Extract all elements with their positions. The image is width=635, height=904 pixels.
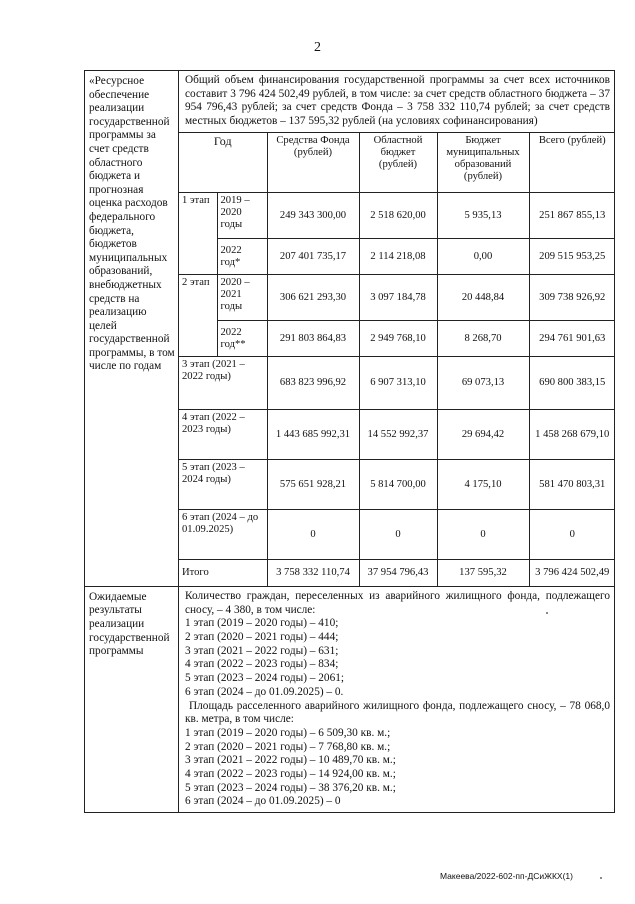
resources-content xyxy=(179,71,615,587)
municipal-cell: 8 268,70 xyxy=(437,321,529,357)
results-label: Ожидаемые результаты реализации государственной программы xyxy=(85,586,179,812)
header-year: Год xyxy=(179,133,267,193)
period-cell: 2022 год** xyxy=(217,321,267,357)
list-item: 1 этап (2019 – 2020 годы) – 6 509,30 кв. м.; xyxy=(185,726,391,739)
table-row xyxy=(179,239,615,275)
table-row xyxy=(179,193,615,239)
municipal-cell: 137 595,32 xyxy=(437,560,529,586)
fund-cell: 3 758 332 110,74 xyxy=(267,560,359,586)
list-item: 2 этап (2020 – 2021 годы) – 444; xyxy=(185,630,339,643)
funding-header-row xyxy=(179,133,615,193)
total-cell: 0 xyxy=(529,510,615,560)
municipal-cell: 0 xyxy=(437,510,529,560)
period-cell: 2020 – 2021 годы xyxy=(217,275,267,321)
table-row xyxy=(179,410,615,460)
page-number: 2 xyxy=(314,40,321,55)
list-item: 4 этап (2022 – 2023 годы) – 14 924,00 кв. м.; xyxy=(185,768,396,781)
resources-section xyxy=(85,71,615,587)
regional-cell: 5 814 700,00 xyxy=(359,460,437,510)
stage-label: 1 этап xyxy=(179,193,217,275)
municipal-cell: 4 175,10 xyxy=(437,460,529,510)
municipal-cell: 20 448,84 xyxy=(437,275,529,321)
totals-label: Итого xyxy=(179,560,267,586)
footer-reference: Макеева/2022-602-пп-ДСиЖКХ(1) xyxy=(440,871,573,881)
resources-label: «Ресурсное обеспечение реализации государственной программы за счет средств областного бюджета и прогнозная оценка расходов федерального бюджета, бюджетов муниципальных образований, внебюджетных средств на реализацию целей государственной программы, в том числе по годам xyxy=(85,71,179,587)
table-row xyxy=(179,357,615,410)
regional-cell: 37 954 796,43 xyxy=(359,560,437,586)
stage-label: 6 этап (2024 – до 01.09.2025) xyxy=(179,510,267,560)
totals-row xyxy=(179,560,615,586)
period-cell: 2019 – 2020 годы xyxy=(217,193,267,239)
table-row xyxy=(179,275,615,321)
municipal-cell: 29 694,42 xyxy=(437,410,529,460)
scan-speck xyxy=(600,877,602,879)
fund-cell: 575 651 928,21 xyxy=(267,460,359,510)
total-cell: 294 761 901,63 xyxy=(529,321,615,357)
municipal-cell: 5 935,13 xyxy=(437,193,529,239)
fund-cell: 207 401 735,17 xyxy=(267,239,359,275)
list-item: 3 этап (2021 – 2022 годы) – 10 489,70 кв. м.; xyxy=(185,754,396,767)
fund-cell: 1 443 685 992,31 xyxy=(267,410,359,460)
fund-cell: 291 803 864,83 xyxy=(267,321,359,357)
list-item: 5 этап (2023 – 2024 годы) – 38 376,20 кв. м.; xyxy=(185,781,396,794)
stage-label: 5 этап (2023 – 2024 годы) xyxy=(179,460,267,510)
scan-speck xyxy=(546,612,548,614)
area-intro: Площадь расселенного аварийного жилищного фонда, подлежащего сносу, – 78 068,0 кв. метра, в том числе: xyxy=(185,699,610,726)
fund-cell: 0 xyxy=(267,510,359,560)
total-cell: 1 458 268 679,10 xyxy=(529,410,615,460)
total-cell: 309 738 926,92 xyxy=(529,275,615,321)
funding-table xyxy=(179,132,615,586)
regional-cell: 0 xyxy=(359,510,437,560)
list-item: 6 этап (2024 – до 01.09.2025) – 0 xyxy=(185,795,341,808)
table-row xyxy=(179,460,615,510)
table-row xyxy=(179,510,615,560)
list-item: 5 этап (2023 – 2024 годы) – 2061; xyxy=(185,672,345,685)
results-content xyxy=(179,586,615,812)
fund-cell: 683 823 996,92 xyxy=(267,357,359,410)
regional-cell: 2 518 620,00 xyxy=(359,193,437,239)
municipal-cell: 0,00 xyxy=(437,239,529,275)
regional-cell: 3 097 184,78 xyxy=(359,275,437,321)
list-item: 3 этап (2021 – 2022 годы) – 631; xyxy=(185,644,339,657)
header-fund: Средства Фонда (рублей) xyxy=(267,133,359,193)
table-row xyxy=(179,321,615,357)
stage-label: 2 этап xyxy=(179,275,217,357)
list-item: 1 этап (2019 – 2020 годы) – 410; xyxy=(185,617,339,630)
header-total: Всего (рублей) xyxy=(529,133,615,193)
period-cell: 2022 год* xyxy=(217,239,267,275)
regional-cell: 14 552 992,37 xyxy=(359,410,437,460)
header-regional: Областной бюджет (рублей) xyxy=(359,133,437,193)
total-cell: 690 800 383,15 xyxy=(529,357,615,410)
program-table xyxy=(84,70,615,813)
stage-label: 3 этап (2021 – 2022 годы) xyxy=(179,357,267,410)
municipal-cell: 69 073,13 xyxy=(437,357,529,410)
regional-cell: 6 907 313,10 xyxy=(359,357,437,410)
regional-cell: 2 949 768,10 xyxy=(359,321,437,357)
results-section xyxy=(85,586,615,812)
fund-cell: 249 343 300,00 xyxy=(267,193,359,239)
list-item: 2 этап (2020 – 2021 годы) – 7 768,80 кв. м.; xyxy=(185,740,391,753)
citizens-intro: Количество граждан, переселенных из аварийного жилищного фонда, подлежащего сносу, – 4 380, в том числе: xyxy=(185,589,610,616)
list-item: 4 этап (2022 – 2023 годы) – 834; xyxy=(185,658,339,671)
funding-intro: Общий объем финансирования государственной программы за счет всех источников составит 3 796 424 502,49 рублей, в том числе: за счет средств областного бюджета – 37 954 796,43 рублей; за счет средств Фонда – 3 758 332 110,74 рублей; за счет средств местных бюджетов – 137 595,32 рублей (на условиях софинансирования) xyxy=(185,74,610,127)
regional-cell: 2 114 218,08 xyxy=(359,239,437,275)
total-cell: 581 470 803,31 xyxy=(529,460,615,510)
stage-label: 4 этап (2022 – 2023 годы) xyxy=(179,410,267,460)
total-cell: 251 867 855,13 xyxy=(529,193,615,239)
fund-cell: 306 621 293,30 xyxy=(267,275,359,321)
total-cell: 3 796 424 502,49 xyxy=(529,560,615,586)
list-item: 6 этап (2024 – до 01.09.2025) – 0. xyxy=(185,685,344,698)
header-municipal: Бюджет муниципальных образований (рублей) xyxy=(437,133,529,193)
total-cell: 209 515 953,25 xyxy=(529,239,615,275)
